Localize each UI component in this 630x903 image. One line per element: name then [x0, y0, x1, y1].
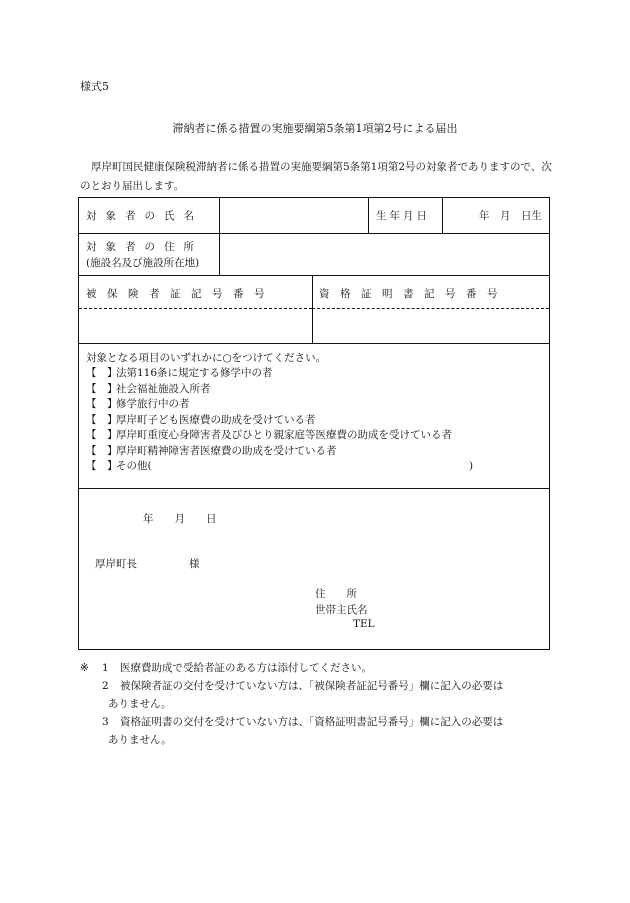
addressee: 厚岸町長 [95, 558, 137, 570]
item-list [86, 366, 474, 475]
form-number: 様式5 [80, 80, 109, 93]
checkbox-bracket[interactable]: 【 】 [86, 382, 118, 395]
list-item[interactable]: 【 】その他( ) [86, 459, 452, 475]
list-item[interactable]: 【 】厚岸町子ども医療費の助成を受けている者 [86, 413, 452, 429]
note-text: 資格証明書の交付を受けていない方は、「資格証明書記号番号」欄に記入の必要は [120, 716, 504, 728]
qualification-certificate-number-field[interactable] [319, 316, 539, 334]
tel-label: TEL [353, 618, 375, 630]
address-field[interactable] [224, 247, 544, 263]
address-sublabel: (施設名及び施設所在地) [86, 257, 200, 269]
name-label: 対象者の氏名 [86, 210, 203, 222]
divider [442, 198, 443, 233]
row-divider [79, 275, 549, 276]
checkbox-bracket[interactable]: 【 】 [86, 460, 118, 472]
form-table [78, 197, 550, 650]
insured-card-number-label: 被保険者証記号番号 [86, 288, 275, 300]
name-field[interactable] [224, 208, 364, 224]
row-divider [79, 233, 549, 234]
insured-card-number-field[interactable] [86, 316, 306, 334]
list-item[interactable]: 【 】社会福祉施設入所者 [86, 382, 452, 398]
intro-paragraph: 厚岸町国民健康保険税滞納者に係る措置の実施要綱第5条第1項第2号の対象者でありますので、次のとおり届出します。 [80, 161, 552, 192]
checkbox-bracket[interactable]: 【 】 [86, 367, 118, 379]
address-field-label: 住 所 [315, 588, 357, 600]
list-item[interactable]: 【 】法第116条に規定する修学中の者 [86, 366, 452, 382]
divider [312, 275, 313, 343]
items-instruction: 対象となる項目のいずれかに○をつけてください。 [86, 352, 327, 364]
note-text-continued: ありません。 [108, 734, 172, 746]
list-item[interactable]: 【 】修学旅行中の者 [86, 397, 452, 413]
list-item[interactable]: 【 】厚岸町重度心身障害者及びひとり親家庭等医療費の助成を受けている者 [86, 428, 452, 444]
row-divider [79, 343, 549, 344]
divider [219, 233, 220, 275]
divider [368, 198, 369, 233]
notes [80, 659, 560, 749]
birth-date-label: 生年月日 [376, 210, 430, 222]
birth-date-field[interactable]: 年 月 日生 [479, 210, 542, 222]
note-number: 1 [102, 662, 109, 674]
note-text: 医療費助成で受給者証のある方は添付してください。 [120, 662, 372, 674]
date-line[interactable]: 年 月 日 [143, 513, 217, 525]
qualification-certificate-number-label: 資格証明書記号番号 [319, 288, 508, 300]
divider [219, 198, 220, 233]
honorific: 様 [189, 558, 200, 570]
checkbox-bracket[interactable]: 【 】 [86, 398, 118, 410]
note-text-continued: ありません。 [108, 698, 172, 710]
checkbox-bracket[interactable]: 【 】 [86, 413, 118, 426]
dashed-divider [79, 308, 312, 309]
checkbox-bracket[interactable]: 【 】 [86, 444, 118, 457]
row-divider [79, 488, 549, 489]
note-number: 2 [102, 680, 109, 692]
householder-name-label: 世帯主氏名 [315, 604, 368, 616]
note-text: 被保険者証の交付を受けていない方は、「被保険者証記号番号」欄に記入の必要は [120, 680, 504, 692]
list-item[interactable]: 【 】厚岸町精神障害者医療費の助成を受けている者 [86, 444, 452, 460]
dashed-divider [312, 308, 549, 309]
document-title: 滞納者に係る措置の実施要綱第5条第1項第2号による届出 [172, 122, 458, 135]
note-mark: ※ [80, 662, 89, 674]
checkbox-bracket[interactable]: 【 】 [86, 429, 118, 441]
note-number: 3 [102, 716, 109, 728]
close-paren: ) [469, 460, 474, 472]
address-label: 対象者の住所 [86, 241, 203, 253]
